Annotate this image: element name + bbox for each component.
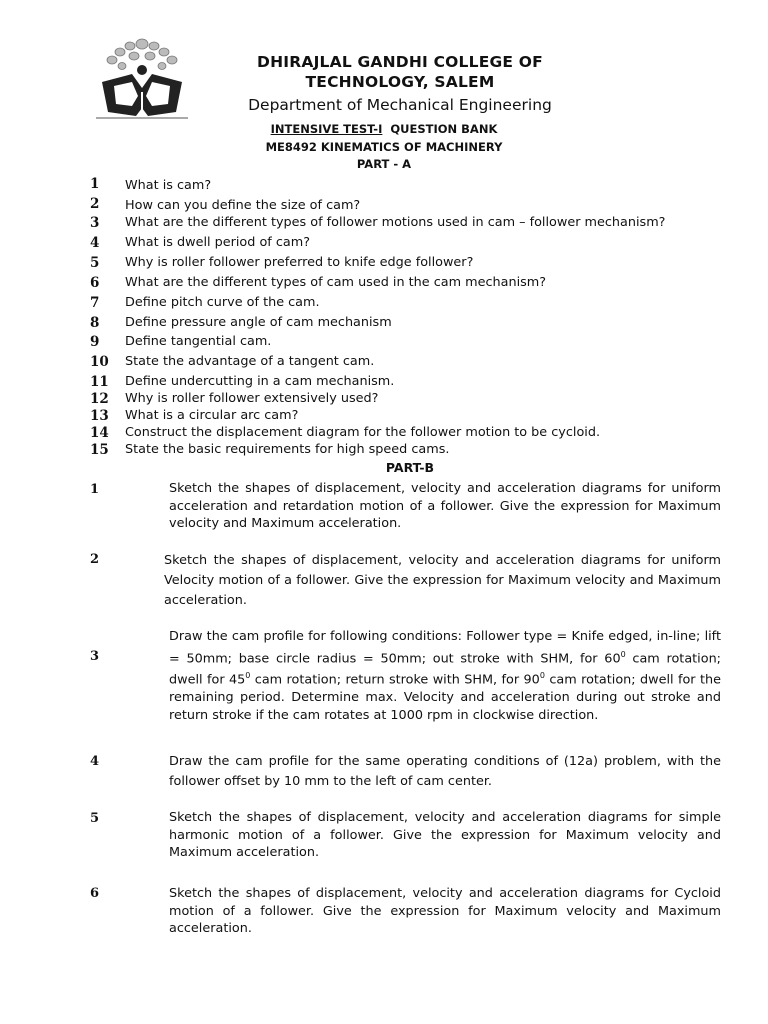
- department-name: Department of Mechanical Engineering: [248, 96, 552, 114]
- question-number: 5: [90, 255, 100, 271]
- question-number: 9: [90, 334, 100, 350]
- question-number: 2: [90, 196, 100, 212]
- document-header: [200, 52, 600, 116]
- college-name-line1: DHIRAJLAL GANDHI COLLEGE OF: [257, 53, 543, 71]
- question-number: 6: [90, 886, 100, 901]
- question-text-part: cam rotation; return stroke with SHM, for 90: [250, 672, 540, 688]
- question-text: Construct the displacement diagram for the follower motion to be cycloid.: [125, 425, 601, 440]
- part-b-title: PART-B: [385, 460, 435, 475]
- question-number: 4: [90, 235, 100, 251]
- question-number: 14: [90, 425, 109, 441]
- question-text: Sketch the shapes of displacement, velocity and acceleration diagrams for simple harmonic motion of a follower. Give the expression for Maximum velocity and Maximum acceleration.: [169, 810, 721, 860]
- question-number: 3: [90, 215, 100, 231]
- part-a-title: PART - A: [356, 157, 412, 171]
- question-text: What is a circular arc cam?: [125, 408, 299, 423]
- question-text: How can you define the size of cam?: [125, 198, 361, 213]
- question-text: [169, 628, 721, 724]
- question-number: 8: [90, 315, 100, 331]
- question-text: Define undercutting in a cam mechanism.: [125, 374, 395, 389]
- question-number: 10: [90, 354, 109, 370]
- question-text: Sketch the shapes of displacement, velocity and acceleration diagrams for uniform Velocity motion of a follower. Give the expression for Maximum velocity and Maximum acceleration.: [164, 553, 721, 608]
- question-text: Define pressure angle of cam mechanism: [125, 315, 392, 330]
- question-text: Why is roller follower extensively used?: [125, 391, 379, 406]
- question-text-part: cam rotation; dwell for 45: [169, 650, 721, 688]
- question-text: Sketch the shapes of displacement, velocity and acceleration diagrams for uniform acceleration and retardation motion of a follower. Give the expression for Maximum velocity and Maximum acceleration.: [169, 481, 721, 531]
- question-text: What are the different types of follower motions used in cam – follower mechanism?: [125, 215, 666, 230]
- question-number: 4: [90, 754, 100, 769]
- question-text: Define tangential cam.: [125, 334, 272, 349]
- question-text-part: cam rotation; dwell for the remaining period. Determine max. Velocity and acceleration during out stroke and return stroke if the cam rotates at 1000 rpm in clockwise direction.: [169, 672, 721, 723]
- question-number: 2: [90, 552, 100, 567]
- question-number: 12: [90, 391, 109, 407]
- question-number: 6: [90, 275, 100, 291]
- college-logo: [92, 36, 192, 120]
- degree-superscript: 0: [245, 671, 251, 681]
- course-title: ME8492 KINEMATICS OF MACHINERY: [265, 140, 503, 154]
- question-text: Draw the cam profile for the same operating conditions of (12a) problem, with the follower offset by 10 mm to the left of cam center.: [169, 754, 721, 789]
- question-text: What are the different types of cam used in the cam mechanism?: [125, 275, 547, 290]
- question-text: State the advantage of a tangent cam.: [125, 354, 375, 369]
- question-text: Sketch the shapes of displacement, velocity and acceleration diagrams for Cycloid motion of a follower. Give the expression for Maximum velocity and Maximum acceleration.: [169, 886, 721, 936]
- question-number: 1: [90, 482, 100, 497]
- question-number: 7: [90, 295, 100, 311]
- question-text: State the basic requirements for high speed cams.: [125, 442, 450, 457]
- question-text: Define pitch curve of the cam.: [125, 295, 320, 310]
- question-number: 15: [90, 442, 109, 458]
- question-text: Why is roller follower preferred to knife edge follower?: [125, 255, 474, 270]
- question-number: 3: [90, 649, 100, 664]
- question-number: 5: [90, 811, 100, 826]
- college-name-line2: TECHNOLOGY, SALEM: [305, 73, 495, 91]
- question-number: 1: [90, 176, 100, 192]
- question-bank-label: QUESTION BANK: [390, 122, 498, 136]
- question-number: 13: [90, 408, 109, 424]
- question-text-part: Draw the cam profile for following conditions: Follower type = Knife edged, in-line; lift = 50mm; base circle radius = 50mm; out stroke with SHM, for 60: [169, 629, 721, 666]
- degree-superscript: 0: [620, 649, 626, 659]
- test-title-line: [0, 122, 768, 136]
- degree-superscript: 0: [539, 671, 545, 681]
- question-text: What is cam?: [125, 178, 212, 193]
- question-number: 11: [90, 374, 109, 390]
- question-text: What is dwell period of cam?: [125, 235, 310, 250]
- test-title: INTENSIVE TEST-I: [270, 122, 383, 136]
